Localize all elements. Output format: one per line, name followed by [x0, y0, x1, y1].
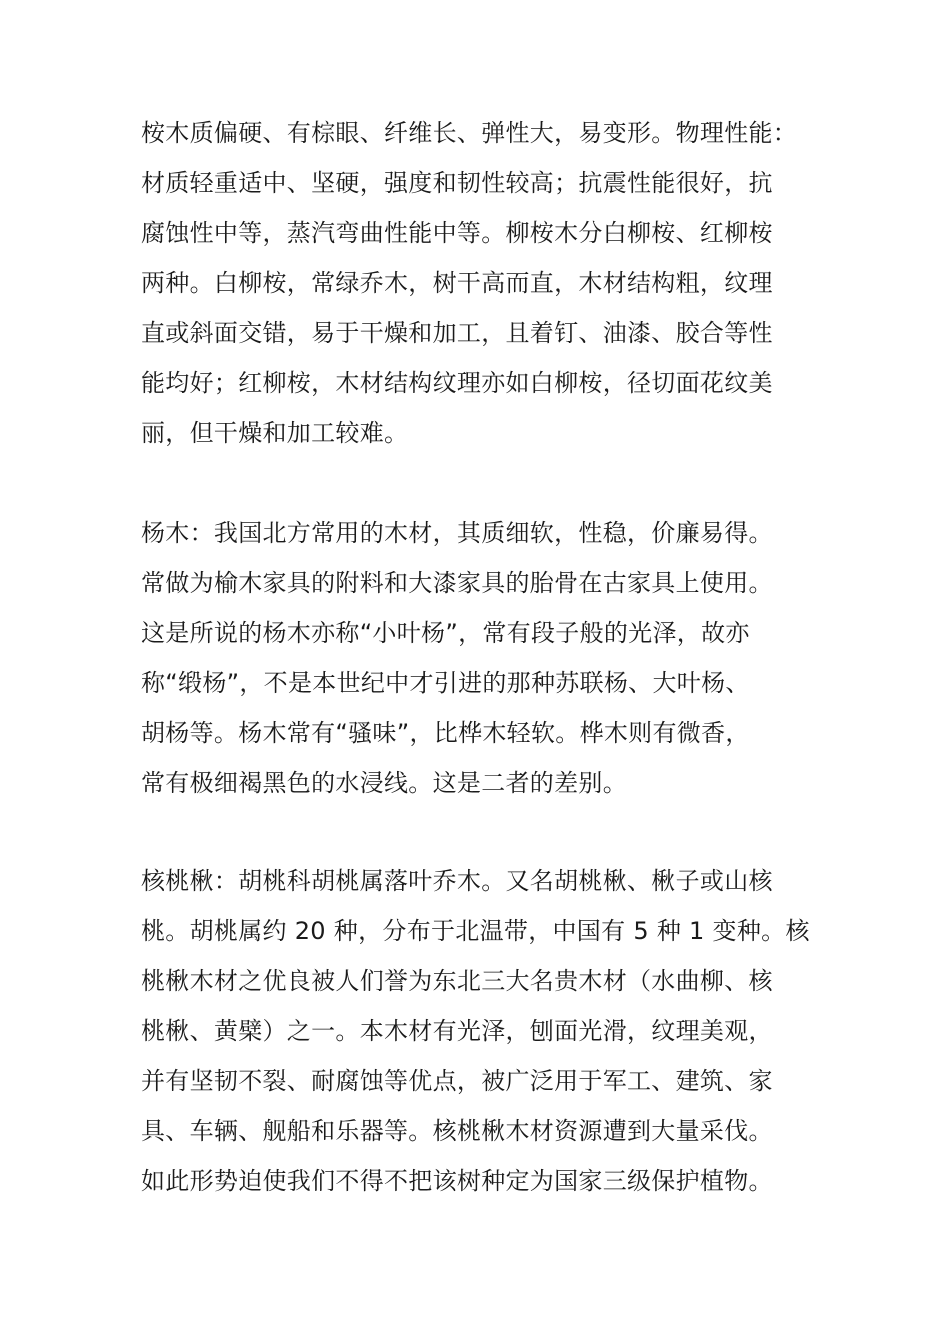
text-line: 杨木：我国北方常用的木材，其质细软，性稳，价廉易得。: [141, 519, 773, 547]
text-line: 直或斜面交错，易于干燥和加工，且着钉、油漆、胶合等性: [141, 319, 773, 347]
text-line: 具、车辆、舰船和乐器等。核桃楸木材资源遭到大量采伐。: [141, 1117, 773, 1145]
text-line: 胡杨等。杨木常有“骚味”，比桦木轻软。桦木则有微香，: [141, 719, 750, 747]
text-line: 能均好；红柳桉，木材结构纹理亦如白柳桉，径切面花纹美: [141, 369, 773, 397]
text-line: 常做为榆木家具的附料和大漆家具的胎骨在古家具上使用。: [141, 569, 773, 597]
text-line: 常有极细褐黑色的水浸线。这是二者的差别。: [141, 769, 627, 797]
text-line: 桃。胡桃属约 20 种，分布于北温带，中国有 5 种 1 变种。核: [141, 917, 810, 945]
text-line: 并有坚韧不裂、耐腐蚀等优点，被广泛用于军工、建筑、家: [141, 1067, 773, 1095]
text-line: 材质轻重适中、坚硬，强度和韧性较高；抗震性能很好，抗: [141, 169, 773, 197]
text-line: 称“缎杨”，不是本世纪中才引进的那种苏联杨、大叶杨、: [141, 669, 750, 697]
text-line: 核桃楸：胡桃科胡桃属落叶乔木。又名胡桃楸、楸子或山核: [141, 867, 773, 895]
text-line: 桃楸、黄檗）之一。本木材有光泽，刨面光滑，纹理美观，: [141, 1017, 773, 1045]
text-line: 这是所说的杨木亦称“小叶杨”，常有段子般的光泽，故亦: [141, 619, 750, 647]
text-line: 桃楸木材之优良被人们誉为东北三大名贵木材（水曲柳、核: [141, 967, 773, 995]
text-line: 腐蚀性中等，蒸汽弯曲性能中等。柳桉木分白柳桉、红柳桉: [141, 219, 773, 247]
text-line: 丽，但干燥和加工较难。: [141, 419, 409, 447]
text-line: 桉木质偏硬、有棕眼、纤维长、弹性大，易变形。物理性能：: [141, 119, 798, 147]
text-line: 两种。白柳桉，常绿乔木，树干高而直，木材结构粗，纹理: [141, 269, 773, 297]
text-line: 如此形势迫使我们不得不把该树种定为国家三级保护植物。: [141, 1167, 773, 1195]
